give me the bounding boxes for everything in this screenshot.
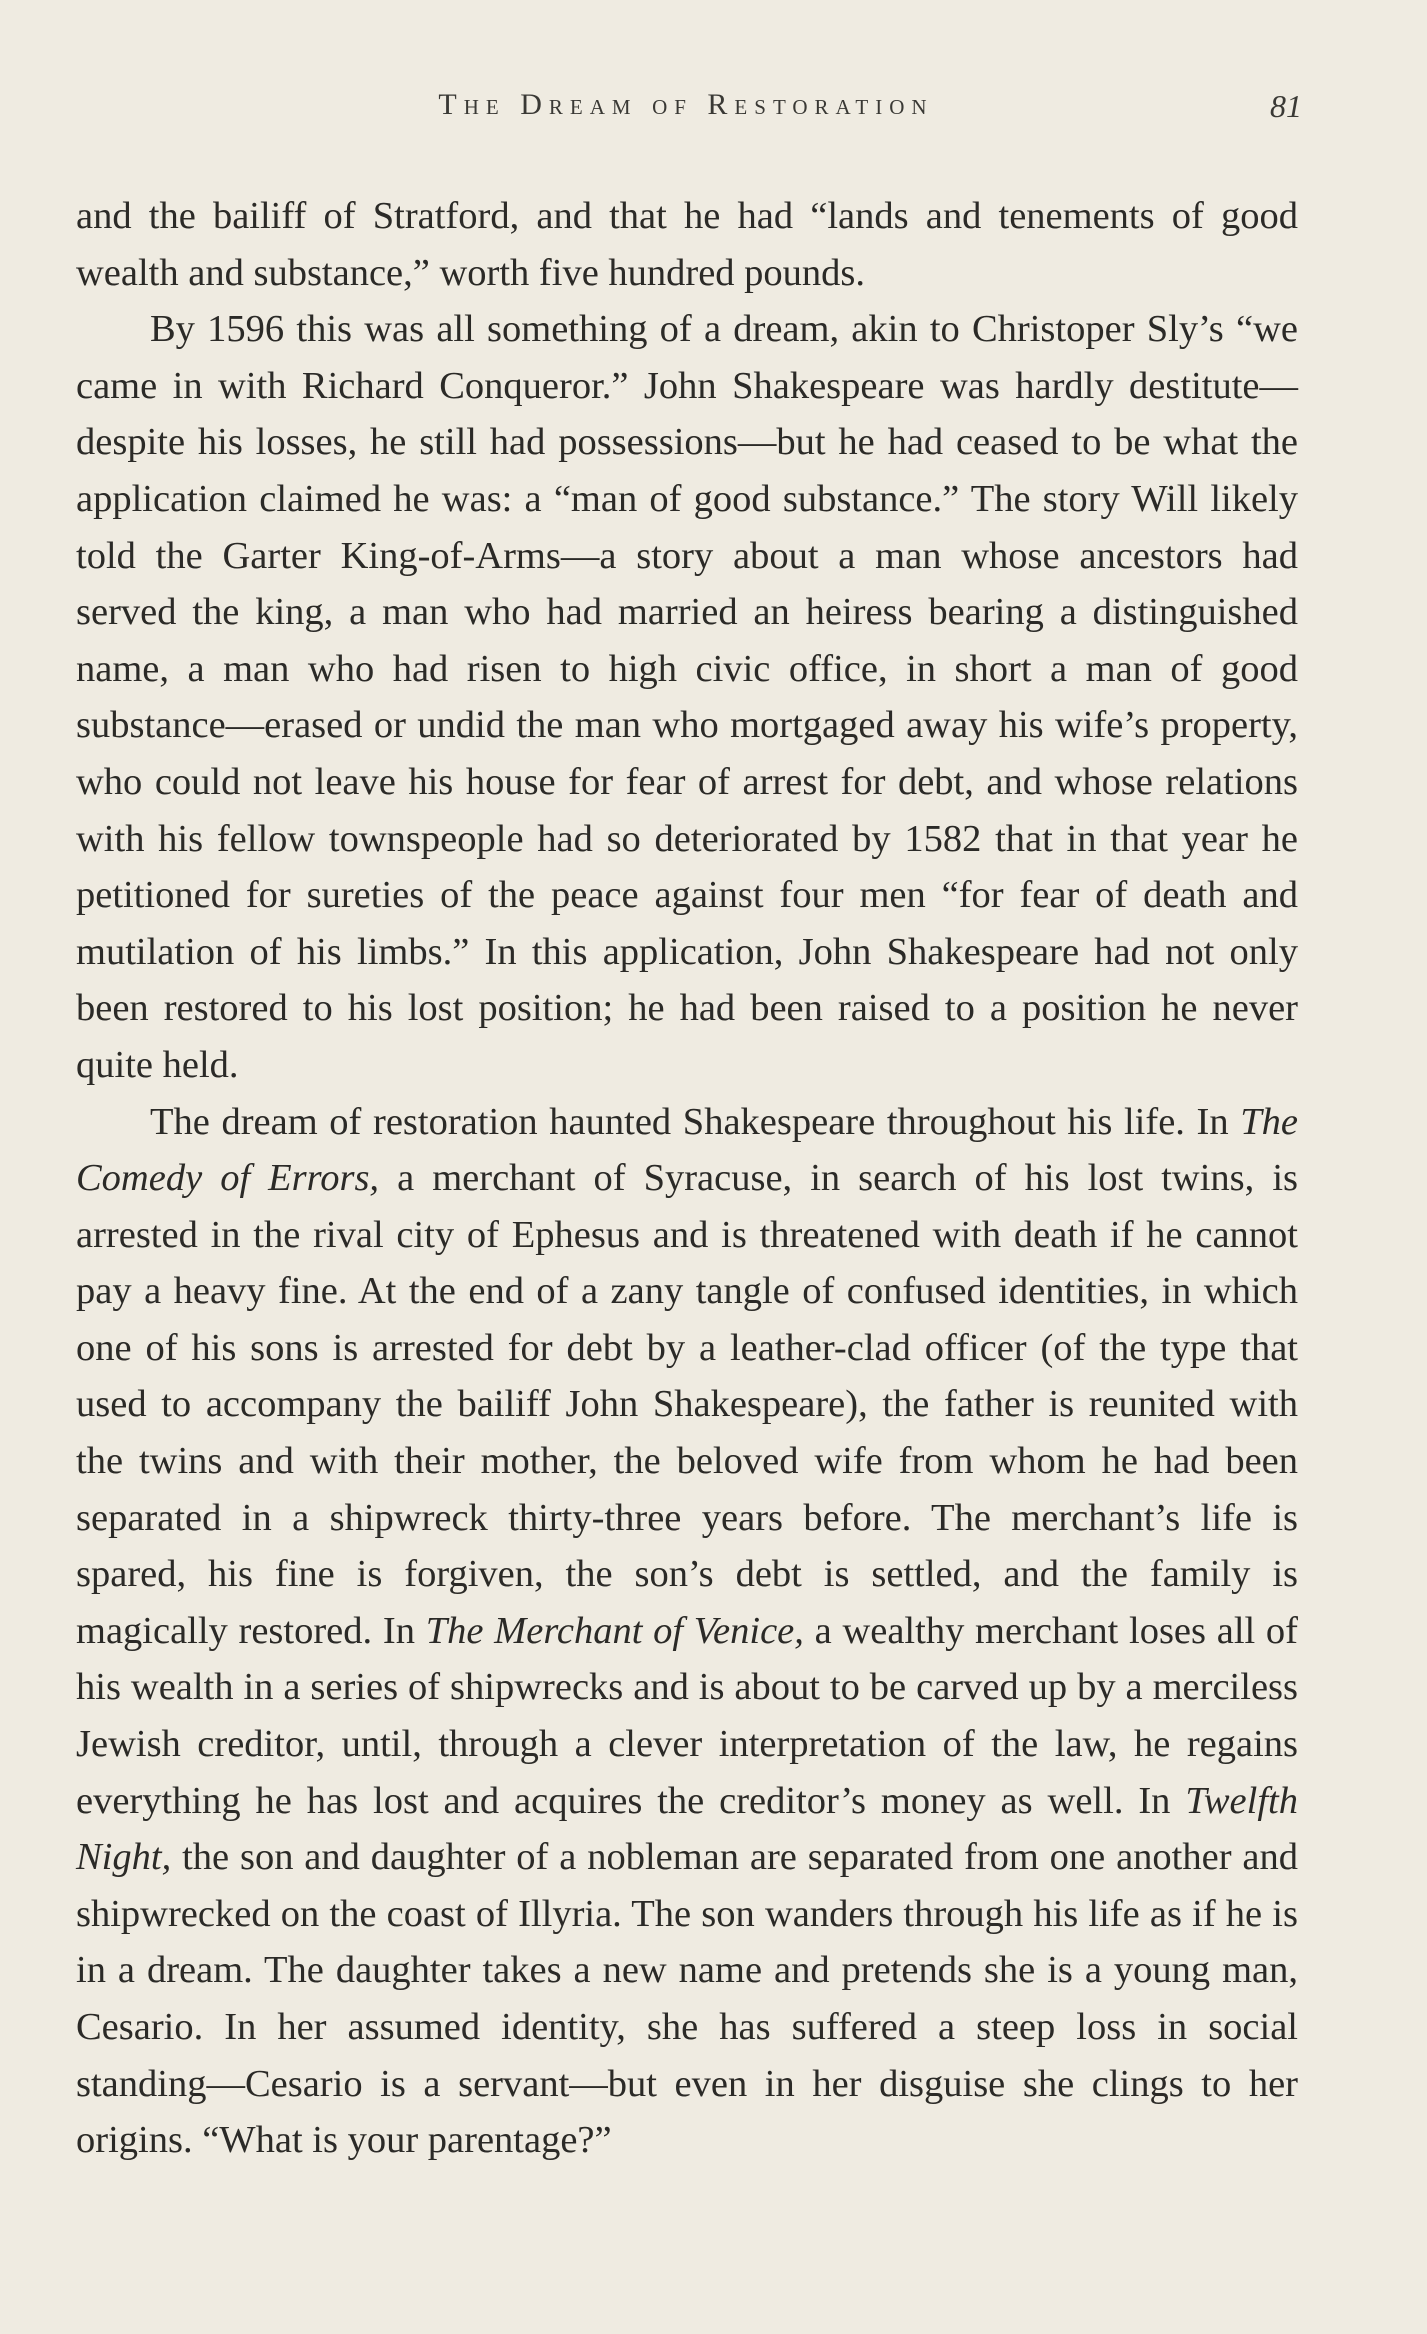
- text-run: a merchant of Syracuse, in search of his lost twins, is arrested in the rival city of Ephesus and is threatened with death if he cannot pay a heavy fine. At the end of a zany tangle of confused identities, in which one of his sons is arrested for debt by a leather-clad officer (of the type that used to accompany the bailiff John Shakespeare), the father is reunited with the twins and with their mother, the beloved wife from whom he had been separated in a shipwreck thirty-three years before. The merchant’s life is spared, his fine is forgiven, the son’s debt is settled, and the family is magically restored. In: [76, 1157, 1298, 1652]
- paragraph: [76, 188, 1298, 301]
- page-number: 81: [1270, 88, 1302, 124]
- paragraph: [76, 301, 1298, 1093]
- running-head: [76, 88, 1302, 138]
- paragraph: [76, 1094, 1298, 2169]
- italic-title: Twelfth Night,: [76, 1779, 1298, 1879]
- text-run: and the bailiff of Stratford, and that he had “lands and tenements of good wealth and substance,” worth five hundred pounds.: [76, 195, 1298, 294]
- italic-title: The Comedy of Errors,: [76, 1100, 1298, 1200]
- text-run: By 1596 this was all something of a dream, akin to Christoper Sly’s “we came in with Richard Conqueror.” John Shakespeare was hardly destitute—despite his losses, he still had possessions—but he had ceased to be what the application claimed he was: a “man of good substance.” The story Will likely told the Garter King-of-Arms—a story about a man whose ancestors had served the king, a man who had married an heiress bearing a distinguished name, a man who had risen to high civic office, in short a man of good substance—erased or undid the man who mortgaged away his wife’s property, who could not leave his house for fear of arrest for debt, and whose relations with his fellow townspeople had so deteriorated by 1582 that in that year he petitioned for sureties of the peace against four men “for fear of death and mutilation of his limbs.” In this application, John Shakespeare had not only been restored to his lost position; he had been raised to a position he never quite held.: [76, 308, 1298, 1086]
- italic-title: The Merchant of Venice,: [425, 1609, 804, 1652]
- text-run: a wealthy merchant loses all of his wealth in a series of shipwrecks and is about to be carved up by a merciless Jewish creditor, until, through a clever interpretation of the law, he regains everything he has lost and acquires the creditor’s money as well. In: [76, 1609, 1299, 1822]
- text-run: the son and daughter of a nobleman are separated from one another and shipwrecked on the coast of Illyria. The son wanders through his life as if he is in a dream. The daughter takes a new name and pretends she is a young man, Cesario. In her assumed identity, she has suffered a steep loss in social standing—Cesario is a servant—but even in her disguise she clings to her origins. “What is your parentage?”: [76, 1836, 1298, 2162]
- running-title: The Dream of Restoration: [438, 88, 934, 121]
- text-run: The dream of restoration haunted Shakespeare throughout his life. In: [150, 1100, 1241, 1143]
- body-text: [76, 188, 1298, 2169]
